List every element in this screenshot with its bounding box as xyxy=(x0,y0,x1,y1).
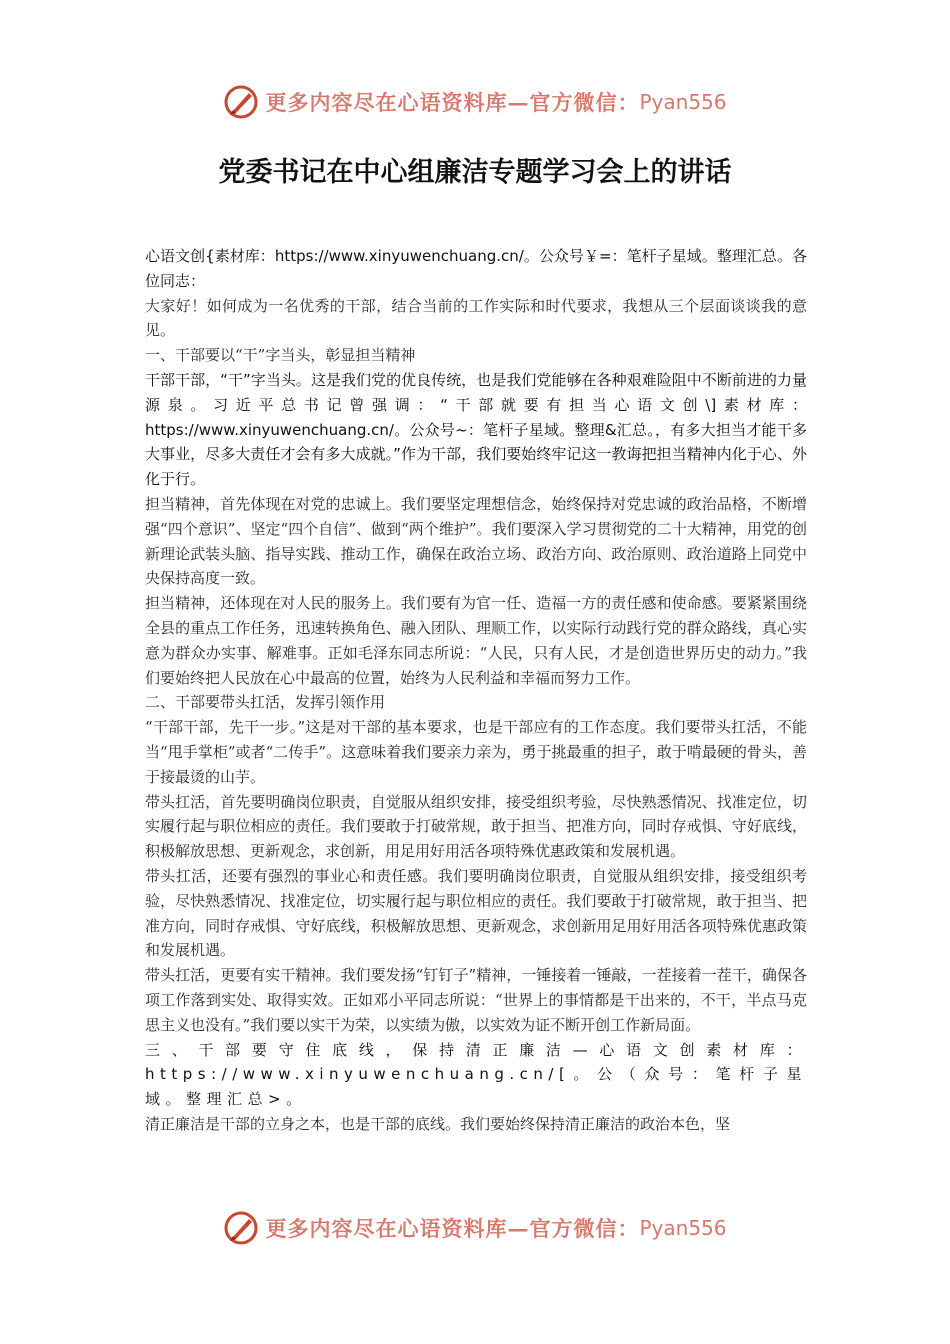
page-title: 党委书记在中心组廉洁专题学习会上的讲话 xyxy=(218,157,732,188)
section-heading: 一、干部要以“干”字当头，彰显担当精神 xyxy=(145,346,416,365)
paragraph: 清正廉洁是干部的立身之本，也是干部的底线。我们要始终保持清正廉洁的政治本色，坚 xyxy=(145,1114,731,1133)
pen-logo-icon xyxy=(223,1210,259,1246)
footer-banner xyxy=(0,1206,950,1250)
pen-logo-icon xyxy=(223,84,259,120)
paragraph: 担当精神，首先体现在对党的忠诚上。我们要坚定理想信念，始终保持对党忠诚的政治品格，不断增强“四个意识”、坚定“四个自信”、做到“两个维护”。我们要深入学习贯彻党的二十大精神，用党的创新理论武装头脑、指导实践、推动工作，确保在政治立场、政治方向、政治原则、政治道路上同党中央保持高度一致。 xyxy=(145,494,807,588)
paragraph: 带头扛活，首先要明确岗位职责，自觉服从组织安排，接受组织考验，尽快熟悉情况、找准定位，切实履行起与职位相应的责任。我们要敢于打破常规，敢于担当、把准方向，同时存戒惧、守好底线，积极解放思想、更新观念，求创新，用足用好用活各项特殊优惠政策和发展机遇。 xyxy=(145,792,807,861)
banner-text: 更多内容尽在心语资料库—官方微信： xyxy=(265,1216,640,1241)
paragraph: 大家好！如何成为一名优秀的干部，结合当前的工作实际和时代要求，我想从三个层面谈谈我的意见。 xyxy=(145,296,807,340)
section-heading: 二、干部要带头扛活，发挥引领作用 xyxy=(145,693,386,712)
paragraph: 担当精神，还体现在对人民的服务上。我们要有为官一任、造福一方的责任感和使命感。要紧紧围绕全县的重点工作任务，迅速转换角色、融入团队、理顺工作，以实际行动践行党的群众路线，真心实意为群众办实事、解难事。正如毛泽东同志所说：“人民，只有人民，才是创造世界历史的动力。”我们要始终把人民放在心中最高的位置，始终为人民利益和幸福而努力工作。 xyxy=(145,594,807,687)
section-heading: 三、干部要守住底线，保持清正廉洁—心语文创素材库：https://www.xinyuwenchuang.cn/[。公（众号：笔杆子星域。整理汇总>。 xyxy=(145,1040,807,1109)
header-banner xyxy=(0,80,950,124)
paragraph: 带头扛活，更要有实干精神。我们要发扬“钉钉子”精神，一锤接着一锤敲，一茬接着一茬干，确保各项工作落到实处、取得实效。正如邓小平同志所说：“世界上的事情都是干出来的，不干，半点马克思主义也没有。”我们要以实干为荣，以实绩为傲，以实效为证不断开创工作新局面。 xyxy=(145,966,807,1034)
banner-handle: Pyan556 xyxy=(639,90,727,114)
paragraph: 带头扛活，还要有强烈的事业心和责任感。我们要明确岗位职责，自觉服从组织安排，接受组织考验，尽快熟悉情况、找准定位，切实履行起与职位相应的责任。我们要敢于打破常规，敢于担当、把准方向，同时存戒惧、守好底线，积极解放思想、更新观念，求创新用足用好用活各项特殊优惠政策和发展机遇。 xyxy=(145,866,807,960)
banner-handle: Pyan556 xyxy=(639,1216,727,1240)
paragraph: 干部干部，“干”字当头。这是我们党的优良传统，也是我们党能够在各种艰难险阻中不断前进的力量源泉。习近平总书记曾强调：“干部就要有担当心语文创\]素材库：https://www.xinyuwenchuang.cn/。公众号~：笔杆子星域。整理&汇总。，有多大担当才能干多大事业，尽多大责任才会有多大成就。”作为干部，我们要始终牢记这一教诲把担当精神内化于心、外化于行。 xyxy=(145,370,807,489)
banner-text: 更多内容尽在心语资料库—官方微信： xyxy=(265,90,640,115)
paragraph-intro: 心语文创{素材库：https://www.xinyuwenchuang.cn/。公众号￥=：笔杆子星域。整理汇总。各位同志： xyxy=(145,247,807,290)
document-body xyxy=(145,244,807,1137)
paragraph: “干部干部，先干一步。”这是对干部的基本要求，也是干部应有的工作态度。我们要带头扛活，不能当“甩手掌柜”或者“二传手”。这意味着我们要亲力亲为，勇于挑最重的担子，敢于啃最硬的骨头，善于接最烫的山芋。 xyxy=(145,718,807,786)
